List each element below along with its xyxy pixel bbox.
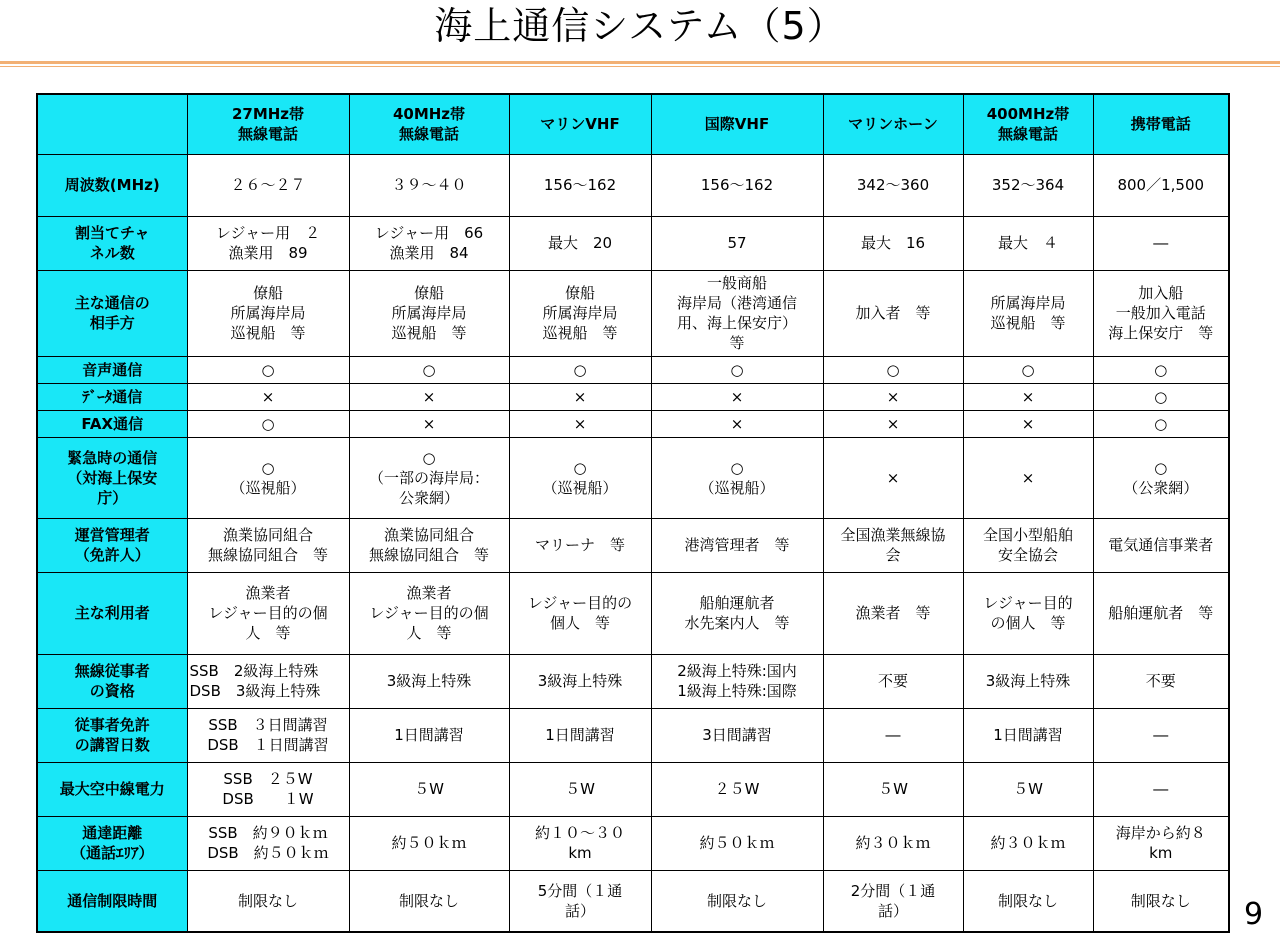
table-cell: ○ [963,356,1093,383]
table-cell: ○ [1093,410,1229,437]
row-header: 通信制限時間 [37,870,187,932]
table-cell: ５W [823,762,963,816]
table-cell: ○ [651,356,823,383]
table-cell: 156～162 [651,154,823,216]
table-cell: 2級海上特殊:国内 1級海上特殊:国際 [651,654,823,708]
table-row [37,154,1229,216]
table-cell: × [651,410,823,437]
table-cell: 352～364 [963,154,1093,216]
page-number: 9 [1244,897,1264,932]
table-row [37,708,1229,762]
table-cell: 制限なし [349,870,509,932]
table-cell: SSB ３日間講習 DSB １日間講習 [187,708,349,762]
table-cell: × [509,410,651,437]
table-row [37,383,1229,410]
table-cell: 約１０～３０ km [509,816,651,870]
table-row [37,816,1229,870]
table-cell: 一般商船 海岸局（港湾通信 用、海上保安庁） 等 [651,270,823,356]
row-header: 最大空中線電力 [37,762,187,816]
table-row [37,437,1229,518]
table-cell: 海岸から約８ km [1093,816,1229,870]
table-cell: 不要 [823,654,963,708]
table-cell: 船舶運航者 水先案内人 等 [651,572,823,654]
table-cell: 制限なし [187,870,349,932]
table-cell: 3日間講習 [651,708,823,762]
table-cell: 最大 16 [823,216,963,270]
row-header: ﾃﾞｰﾀ通信 [37,383,187,410]
column-header: 携帯電話 [1093,94,1229,154]
table-cell: 3級海上特殊 [349,654,509,708]
row-header: 周波数(MHz) [37,154,187,216]
table-row [37,356,1229,383]
table-cell: ２５W [651,762,823,816]
table-cell: 僚船 所属海岸局 巡視船 等 [509,270,651,356]
table-cell: ○ [349,356,509,383]
table-row [37,572,1229,654]
table-row [37,654,1229,708]
table-cell: 57 [651,216,823,270]
table-cell: 所属海岸局 巡視船 等 [963,270,1093,356]
table-cell: 約５０ｋｍ [349,816,509,870]
table-cell: × [823,383,963,410]
comparison-table [36,93,1230,933]
table-cell: 電気通信事業者 [1093,518,1229,572]
row-header: FAX通信 [37,410,187,437]
table-row [37,762,1229,816]
table-cell: 全国漁業無線協 会 [823,518,963,572]
row-header: 割当てチャ ネル数 [37,216,187,270]
table-cell: 漁業者 レジャー目的の個 人 等 [349,572,509,654]
table-cell: × [187,383,349,410]
table-cell: レジャー用 66 漁業用 84 [349,216,509,270]
header-row [37,94,1229,154]
table-cell: マリーナ 等 [509,518,651,572]
column-header: 40MHz帯 無線電話 [349,94,509,154]
row-header: 通達距離 （通話ｴﾘｱ） [37,816,187,870]
table-row [37,518,1229,572]
column-header: マリンVHF [509,94,651,154]
table-cell: ○ （公衆網） [1093,437,1229,518]
table-cell: × [651,383,823,410]
table-cell: 全国小型船舶 安全協会 [963,518,1093,572]
table-cell: 僚船 所属海岸局 巡視船 等 [349,270,509,356]
row-header: 緊急時の通信 （対海上保安 庁） [37,437,187,518]
table-cell: 約３０ｋｍ [963,816,1093,870]
table-cell: ― [1093,216,1229,270]
column-header: 27MHz帯 無線電話 [187,94,349,154]
table-cell: 342～360 [823,154,963,216]
table-cell: ○ （巡視船） [187,437,349,518]
column-header: 国際VHF [651,94,823,154]
table-row [37,410,1229,437]
row-header: 運営管理者 （免許人） [37,518,187,572]
table-cell: 最大 20 [509,216,651,270]
column-header: マリンホーン [823,94,963,154]
table-cell: 3級海上特殊 [509,654,651,708]
table-cell: SSB 2級海上特殊 DSB 3級海上特殊 [187,654,349,708]
table-cell: × [509,383,651,410]
table-cell: レジャー目的の 個人 等 [509,572,651,654]
table-cell: ３９～４０ [349,154,509,216]
row-header: 無線従事者 の資格 [37,654,187,708]
table-cell: × [823,410,963,437]
table-cell: 制限なし [651,870,823,932]
table-cell: ５W [349,762,509,816]
column-header: 400MHz帯 無線電話 [963,94,1093,154]
table-cell: ○ [187,410,349,437]
table-cell: 約３０ｋｍ [823,816,963,870]
row-header: 音声通信 [37,356,187,383]
table-cell: ５W [963,762,1093,816]
table-cell: ○ [1093,356,1229,383]
table-cell: × [963,410,1093,437]
table-cell: ２６～２７ [187,154,349,216]
table-cell: 1日間講習 [349,708,509,762]
table-cell: ○ [1093,383,1229,410]
title-divider-thin [0,66,1280,67]
table-cell: 漁業者 等 [823,572,963,654]
table-cell: ○ [823,356,963,383]
table-cell: SSB ２５W DSB １W [187,762,349,816]
table-cell: × [963,437,1093,518]
table-cell: 制限なし [963,870,1093,932]
table-cell: ○ （巡視船） [509,437,651,518]
table-cell: 3級海上特殊 [963,654,1093,708]
table-cell: × [823,437,963,518]
table-cell: 1日間講習 [509,708,651,762]
table-cell: レジャー用 ２ 漁業用 89 [187,216,349,270]
row-header: 主な利用者 [37,572,187,654]
table-cell: 漁業協同組合 無線協同組合 等 [187,518,349,572]
table-cell: ― [823,708,963,762]
table-cell: ５W [509,762,651,816]
table-cell: 最大 ４ [963,216,1093,270]
table-cell: 加入者 等 [823,270,963,356]
row-header: 主な通信の 相手方 [37,270,187,356]
table-cell: ○ [187,356,349,383]
table-cell: 1日間講習 [963,708,1093,762]
table-cell: ○ （一部の海岸局： 公衆網） [349,437,509,518]
table-cell: ○ （巡視船） [651,437,823,518]
table-cell: 加入船 一般加入電話 海上保安庁 等 [1093,270,1229,356]
table-cell: 156～162 [509,154,651,216]
table-row [37,216,1229,270]
corner-cell [37,94,187,154]
table-cell: × [349,383,509,410]
row-header: 従事者免許 の講習日数 [37,708,187,762]
table-cell: ― [1093,762,1229,816]
page-title: 海上通信システム（5） [434,4,846,48]
table-cell: レジャー目的 の個人 等 [963,572,1093,654]
table-cell: 制限なし [1093,870,1229,932]
table-cell: 僚船 所属海岸局 巡視船 等 [187,270,349,356]
table-cell: 5分間（１通 話） [509,870,651,932]
table-cell: × [349,410,509,437]
table-cell: 不要 [1093,654,1229,708]
table-cell: 800／1,500 [1093,154,1229,216]
table-cell: 2分間（１通 話） [823,870,963,932]
table-cell: 漁業協同組合 無線協同組合 等 [349,518,509,572]
table-cell: ― [1093,708,1229,762]
table-row [37,870,1229,932]
table-cell: 港湾管理者 等 [651,518,823,572]
title-divider [0,61,1280,64]
table-cell: ○ [509,356,651,383]
table-cell: SSB 約９０ｋｍ DSB 約５０ｋｍ [187,816,349,870]
table-cell: × [963,383,1093,410]
table-cell: 約５０ｋｍ [651,816,823,870]
table-cell: 船舶運航者 等 [1093,572,1229,654]
table-row [37,270,1229,356]
table-cell: 漁業者 レジャー目的の個 人 等 [187,572,349,654]
